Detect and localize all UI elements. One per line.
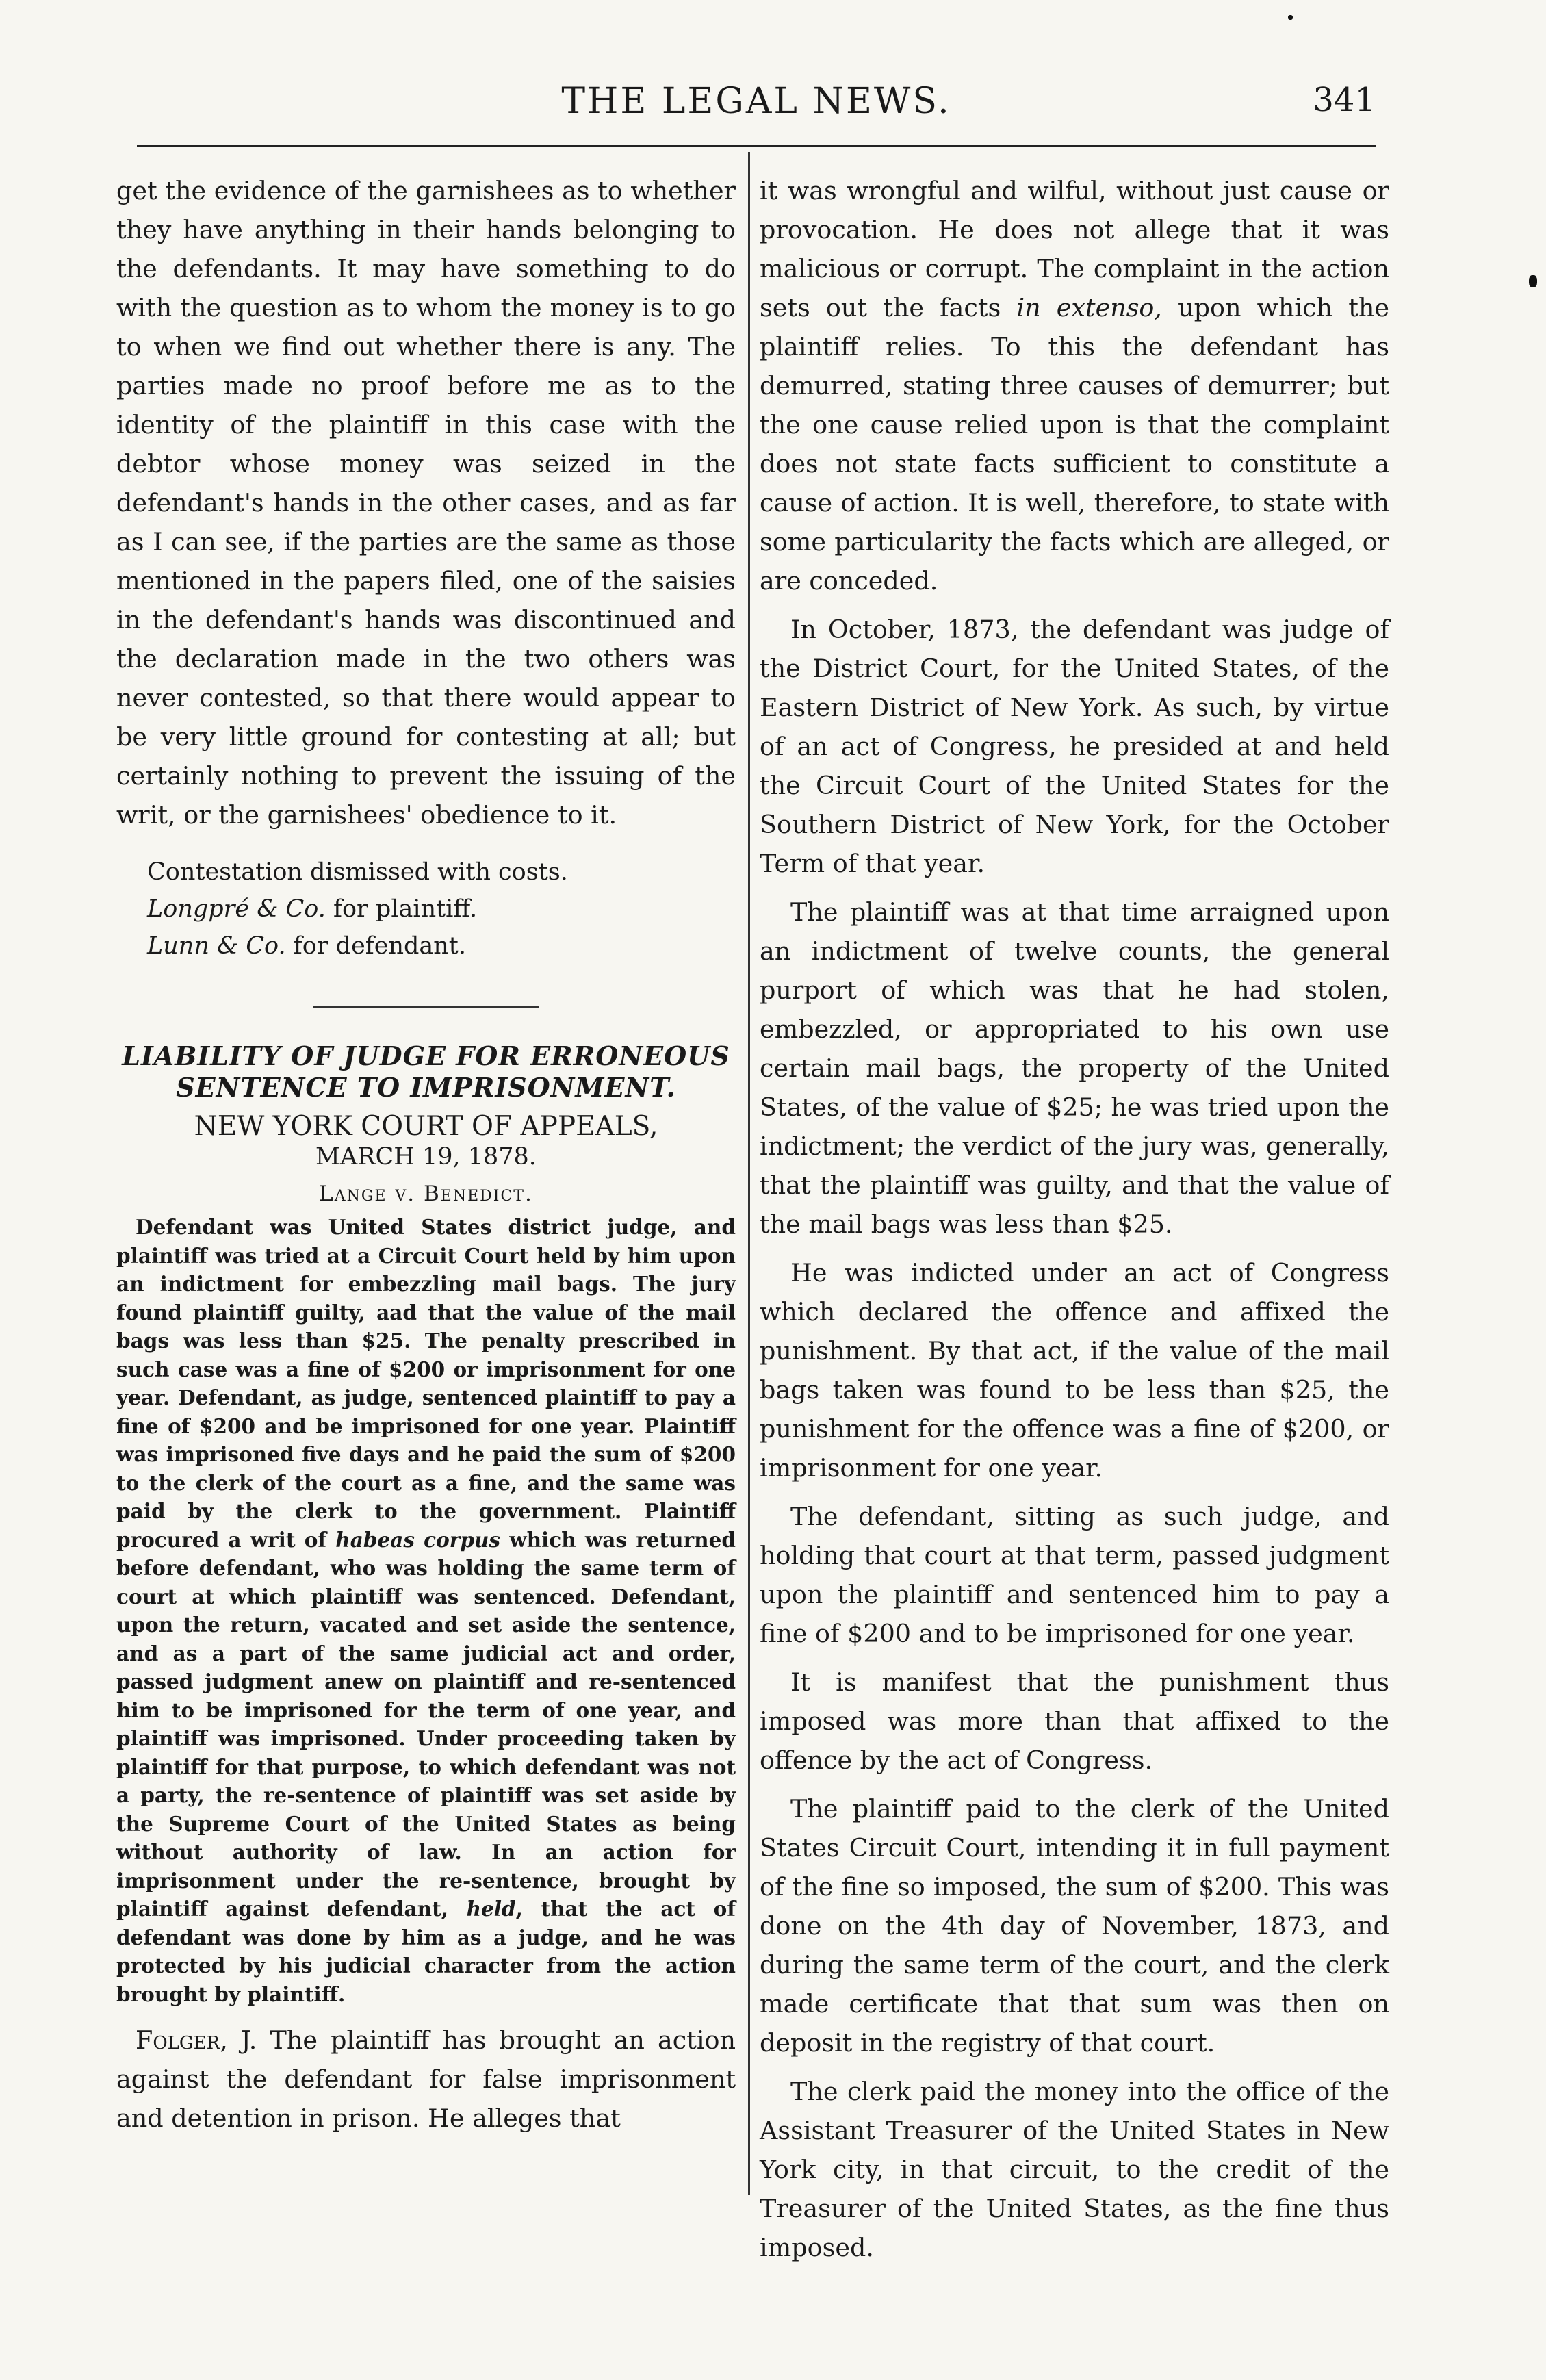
running-header: [137, 81, 1376, 136]
counsel-defendant-firm: Lunn & Co.: [147, 932, 286, 960]
column-divider: [748, 152, 750, 2195]
paragraph-3: The plaintiff was at that time arraigned upon an indictment of twelve counts, the general purport of which was that he had stolen, embezzled, or appropriated to his own use certain mail bags, the property of the United States, of the value of $25; he was tried upon the indictment; the verdict of the jury was, generally, that the plaintiff was guilty, and that the value of the mail bags was less than $25.: [760, 897, 1389, 1239]
article-title-line-2: SENTENCE TO IMPRISONMENT.: [176, 1072, 676, 1103]
paragraph-1-emphasis: in extenso,: [1016, 293, 1163, 322]
left-column: [116, 171, 736, 2138]
counsel-plaintiff-firm: Longpré & Co.: [147, 895, 326, 923]
article-title: [116, 1040, 736, 1103]
journal-title: THE LEGAL NEWS.: [561, 81, 951, 122]
continuation-paragraph: get the evidence of the garnishees as to whether they have anything in their hands belonging to the defendants. It may have something to do with the question as to whom the money is to go to when we find out whether there is any. The parties made no proof before me as to the identity of the plaintiff in this case with the debtor whose money was seized in the defendant's hands in the other cases, and as far as I can see, if the parties are the same as those mentioned in the papers filed, one of the saisies in the defendant's hands was discontinued and the declaration made in the two others was never contested, so that there would appear to be very little ground for contesting at all; but certainly nothing to prevent the issuing of the writ, or the garnishees' obedience to it.: [116, 176, 736, 830]
counsel-plaintiff: [116, 891, 736, 927]
paragraph-1-part-a: it was wrongful and wilful, without just cause or provocation. He does not allege that it was malicious or corrupt. The complaint in the action sets out the facts: [760, 176, 1389, 322]
disposition: Contestation dismissed with costs.: [147, 858, 568, 886]
counsel-defendant-role: for defendant.: [293, 932, 466, 960]
syllabus-part-3: , that the act of defendant was done by him as a judge, and he was protected by his judicial character from the action brought by plaintiff.: [116, 1897, 736, 2006]
paragraph-4: He was indicted under an act of Congress which declared the offence and affixed the punishment. By that act, if the value of the mail bags taken was found to be less than $25, the punishment for the offence was a fine of $200, or imprisonment for one year.: [760, 1258, 1389, 1483]
paragraph-6: It is manifest that the punishment thus imposed was more than that affixed to the offence by the act of Congress.: [760, 1667, 1389, 1775]
section-rule: [313, 1006, 539, 1008]
header-rule: [137, 145, 1376, 147]
syllabus-part-1: Defendant was United States district judge, and plaintiff was tried at a Circuit Court held by him upon an indictment for embezzling mail bags. The jury found plaintiff guilty, aad that the value of the mail bags was less than $25. The penalty prescribed in such case was a fine of $200 or imprisonment for one year. Defendant, as judge, sentenced plaintiff to pay a fine of $200 and be imprisoned for one year. Plaintiff was imprisoned five days and he paid the sum of $200 to the clerk of the court as a fine, and the same was paid by the clerk to the government. Plaintiff procured a writ of: [116, 1215, 736, 1552]
syllabus-part-2: which was returned before defendant, who was holding the same term of court at which plaintiff was sentenced. Defendant, upon the return, vacated and set aside the sentence, and as a part of the same judicial act and order, passed judgment anew on plaintiff and re-sentenced him to be imprisoned for the term of one year, and plaintiff was imprisoned. Under proceeding taken by plaintiff for that purpose, to which defendant was not a party, the re-sentence of plaintiff was set aside by the Supreme Court of the United States as being without authority of law. In an action for imprisonment under the re-sentence, brought by plaintiff against defendant,: [116, 1527, 736, 1921]
syllabus-emphasis-1: habeas corpus: [335, 1527, 501, 1552]
opinion-opening: [116, 2021, 736, 2138]
paragraph-8: The clerk paid the money into the office of the Assistant Treasurer of the United States in New York city, in that circuit, to the credit of the Treasurer of the United States, as the fine thus imposed.: [760, 2077, 1389, 2262]
paragraph-7: The plaintiff paid to the clerk of the United States Circuit Court, intending it in full payment of the fine so imposed, the sum of $200. This was done on the 4th day of November, 1873, and during the same term of the court, and the clerk made certificate that that sum was then on deposit in the registry of that court.: [760, 1794, 1389, 2058]
right-column: [760, 171, 1389, 2267]
counsel-plaintiff-role: for plaintiff.: [333, 895, 478, 923]
decision-date: MARCH 19, 1878.: [315, 1143, 537, 1170]
article-title-line-1: LIABILITY OF JUDGE FOR ERRONEOUS: [122, 1040, 730, 1071]
paragraph-5: The defendant, sitting as such judge, and holding that court at that term, passed judgment upon the plaintiff and sentenced him to pay a fine of $200 and to be imprisoned for one year.: [760, 1502, 1389, 1648]
syllabus-emphasis-2: held: [466, 1897, 516, 1921]
paragraph-1: [760, 171, 1389, 600]
counsel-defendant: [116, 927, 736, 964]
opinion-author: Folger: [136, 2025, 220, 2055]
syllabus: [116, 1213, 736, 2008]
opinion-start-text: , J. The plaintiff has brought an action against the defendant for false imprisonment and detention in prison. He alleges that: [116, 2025, 736, 2133]
court-name: NEW YORK COURT OF APPEALS,: [194, 1111, 658, 1142]
ink-speck: [1529, 275, 1537, 287]
page-number: 341: [1313, 81, 1376, 119]
case-name: Lange v. Benedict.: [319, 1181, 533, 1206]
paragraph-2: In October, 1873, the defendant was judge of the District Court, for the United States, of the Eastern District of New York. As such, by virtue of an act of Congress, he presided at and held the Circuit Court of the United States for the Southern District of New York, for the October Term of that year.: [760, 615, 1389, 878]
ink-speck: [1288, 15, 1293, 20]
paragraph-1-part-b: upon which the plaintiff relies. To this the defendant has demurred, stating three causes of demurrer; but the one cause relied upon is that the complaint does not state facts sufficient to constitute a cause of action. It is well, therefore, to state with some particularity the facts which are alleged, or are conceded.: [760, 293, 1389, 596]
